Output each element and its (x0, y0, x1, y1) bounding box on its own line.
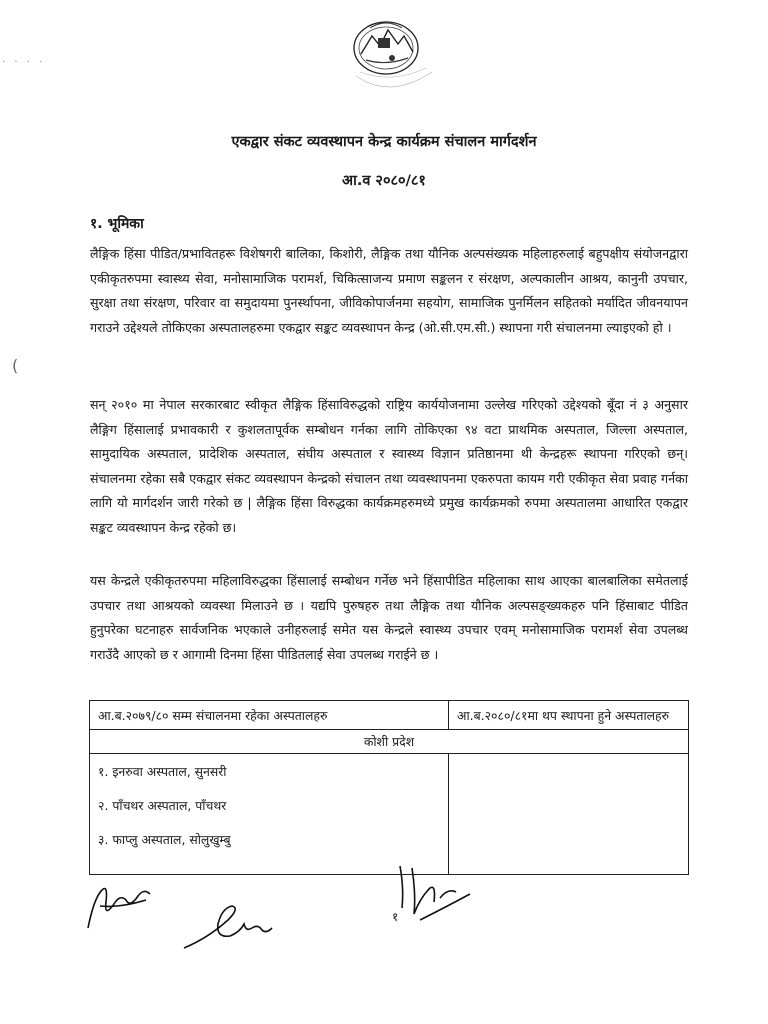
signature-3 (390, 858, 480, 932)
paragraph-scope: यस केन्द्रले एकीकृतरुपमा महिलाविरुद्धका हिंसालाई सम्बोधन गर्नेछ भने हिंसापीडित महिलाका साथ आएका बालबालिका समेतलाई उपचार तथा आश्रयको व्यवस्था मिलाउने छ । यद्यपि पुरुषहरु तथा लैङ्गिक तथा यौनिक अल्पसङ्ख्यकहरु पनि हिंसाबाट पीडित हुनुपरेका घटनाहरु सार्वजनिक भएकाले उनीहरुलाई समेत यस केन्द्रले स्वास्थ्य उपचार एवम् मनोसामाजिक परामर्श सेवा उपलब्ध गराउँदै आएको छ र आगामी दिनमा हिंसा पीडितलाई सेवा उपलब्ध गराईने छ । (90, 573, 688, 662)
fiscal-year: आ.व २०८०/८१ (342, 173, 426, 189)
document-title: एकद्वार संकट व्यवस्थापन केन्द्र कार्यक्रम संचालन मार्गदर्शन (231, 134, 537, 150)
table-row (90, 754, 689, 875)
section-heading: १. भूमिका (90, 216, 144, 232)
list-item: ३. फाप्लु अस्पताल, सोलुखुम्बु (98, 832, 231, 847)
government-seal (330, 14, 450, 136)
table-header-new: आ.ब.२०८०/८१मा थप स्थापना हुने अस्पतालहरु (449, 701, 689, 730)
list-item: २. पाँचथर अस्पताल, पाँचथर (98, 798, 227, 813)
table-header-row (90, 701, 689, 730)
new-hospital-list (449, 754, 689, 875)
signature-1 (80, 878, 170, 942)
signature-2 (178, 898, 278, 958)
hospital-table (89, 700, 689, 875)
page-number: १ (392, 910, 399, 924)
list-item: १. इनरुवा अस्पताल, सुनसरी (98, 764, 227, 779)
table-province-row (90, 730, 689, 754)
paragraph-introduction: लैङ्गिक हिंसा पीडित/प्रभावितहरू विशेषगरी बालिका, किशोरी, लैङ्गिक तथा यौनिक अल्पसंख्यक महिलाहरुलाई बहुपक्षीय संयोजनद्वारा एकीकृतरुपमा स्वास्थ्य सेवा, मनोसामाजिक परामर्श, चिकित्साजन्य प्रमाण सङ्कलन र संरक्षण, अल्पकालीन आश्रय, कानुनी उपचार, सुरक्षा तथा संरक्षण, परिवार वा समुदायमा पुनर्स्थापना, जीविकोपार्जनमा सहयोग, सामाजिक पुनर्मिलन सहितको मर्यादित जीवनयापन गराउने उद्देश्यले तोकिएका अस्पतालहरुमा एकद्वार सङ्कट व्यवस्थापन केन्द्र (ओ.सी.एम.सी.) स्थापना गरी संचालनमा ल्याइएको हो । (90, 246, 688, 335)
province-name: कोशी प्रदेश (90, 730, 689, 754)
government-seal-emblem (330, 14, 450, 136)
existing-hospital-list (90, 754, 449, 875)
scan-dots: · · · · (2, 57, 46, 68)
paragraph-background: सन् २०१० मा नेपाल सरकारबाट स्वीकृत लैङ्गिक हिंसाविरुद्धको राष्ट्रिय कार्ययोजनामा उल्लेख गरिएको उद्देश्यको बूँदा नं ३ अनुसार लैङ्गिग हिंसालाई प्रभावकारी र कुशलतापूर्वक सम्बोधन गर्नका लागि तोकिएका ९४ वटा प्राथमिक अस्पताल, जिल्ला अस्पताल, सामुदायिक अस्पताल, प्रादेशिक अस्पताल, संघीय अस्पताल र स्वास्थ्य विज्ञान प्रतिष्ठानमा थी केन्द्रहरू स्थापना गरिएको छन्। संचालनमा रहेका सबै एकद्वार संकट व्यवस्थापन केन्द्रको संचालन तथा व्यवस्थापनमा एकरुपता कायम गरी एकीकृत सेवा प्रवाह गर्नका लागि यो मार्गदर्शन जारी गरेको छ | लैङ्गिक हिंसा विरुद्धका कार्यक्रमहरुमध्ये प्रमुख कार्यक्रमको रुपमा अस्पतालमा आधारित एकद्वार सङ्कट व्यवस्थापन केन्द्र रहेको छ। (90, 397, 688, 535)
table-header-existing: आ.ब.२०७९/८० सम्म संचालनमा रहेका अस्पतालहरु (90, 701, 449, 730)
margin-mark: ( (12, 356, 19, 375)
